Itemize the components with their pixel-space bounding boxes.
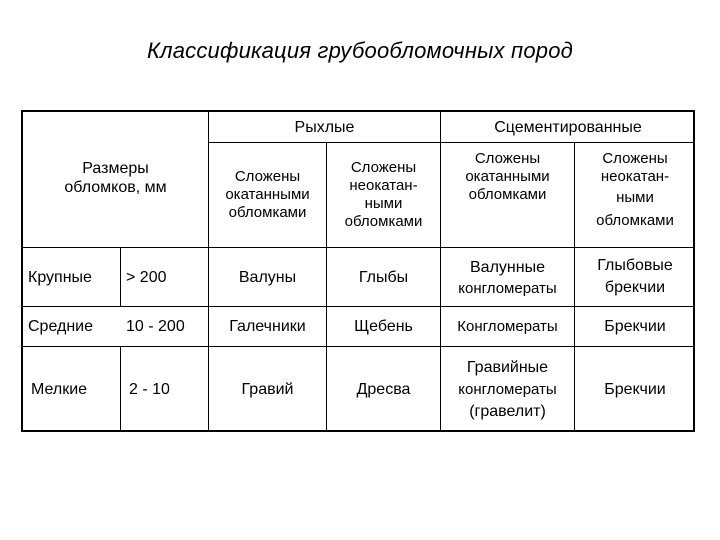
row1-class: Крупные (28, 268, 92, 286)
row3-size: 2 - 10 (129, 381, 170, 398)
row3-cemented-rounded: Гравийные конгломераты (гравелит) (458, 358, 557, 420)
row3-loose-rounded: Гравий (241, 381, 294, 398)
row1-size: > 200 (126, 268, 167, 286)
row1-cemented-angular: Глыбовые брекчии (597, 257, 673, 296)
row2-class: Средние (28, 318, 94, 335)
header-cemented-angular: Сложены неокатан- ными обломками (596, 150, 674, 229)
header-loose-rounded: Сложены окатанными обломками (225, 168, 310, 221)
header-cemented: Сцементированные (494, 118, 642, 136)
row1-loose-rounded: Валуны (238, 268, 297, 286)
row1-cemented-rounded: Валунные конгломераты (458, 259, 557, 297)
row2-cemented-angular: Брекчии (604, 318, 666, 335)
page-title: Классификация грубообломочных пород (146, 38, 574, 63)
classification-table (21, 110, 695, 432)
row3-cemented-angular: Брекчии (604, 381, 666, 398)
row2-loose-angular: Щебень (354, 318, 413, 335)
header-loose-angular: Сложены неокатан- ными обломками (344, 159, 423, 230)
header-cemented-rounded: Сложены окатанными обломками (465, 150, 550, 203)
row2-size: 10 - 200 (126, 318, 185, 335)
row3-class: Мелкие (31, 381, 88, 398)
row1-loose-angular: Глыбы (358, 268, 409, 286)
header-size: Размеры обломков, мм (64, 160, 167, 196)
row2-cemented-rounded: Конгломераты (457, 317, 558, 335)
row2-loose-rounded: Галечники (229, 318, 306, 335)
header-loose: Рыхлые (294, 118, 355, 136)
row3-loose-angular: Дресва (356, 381, 411, 398)
